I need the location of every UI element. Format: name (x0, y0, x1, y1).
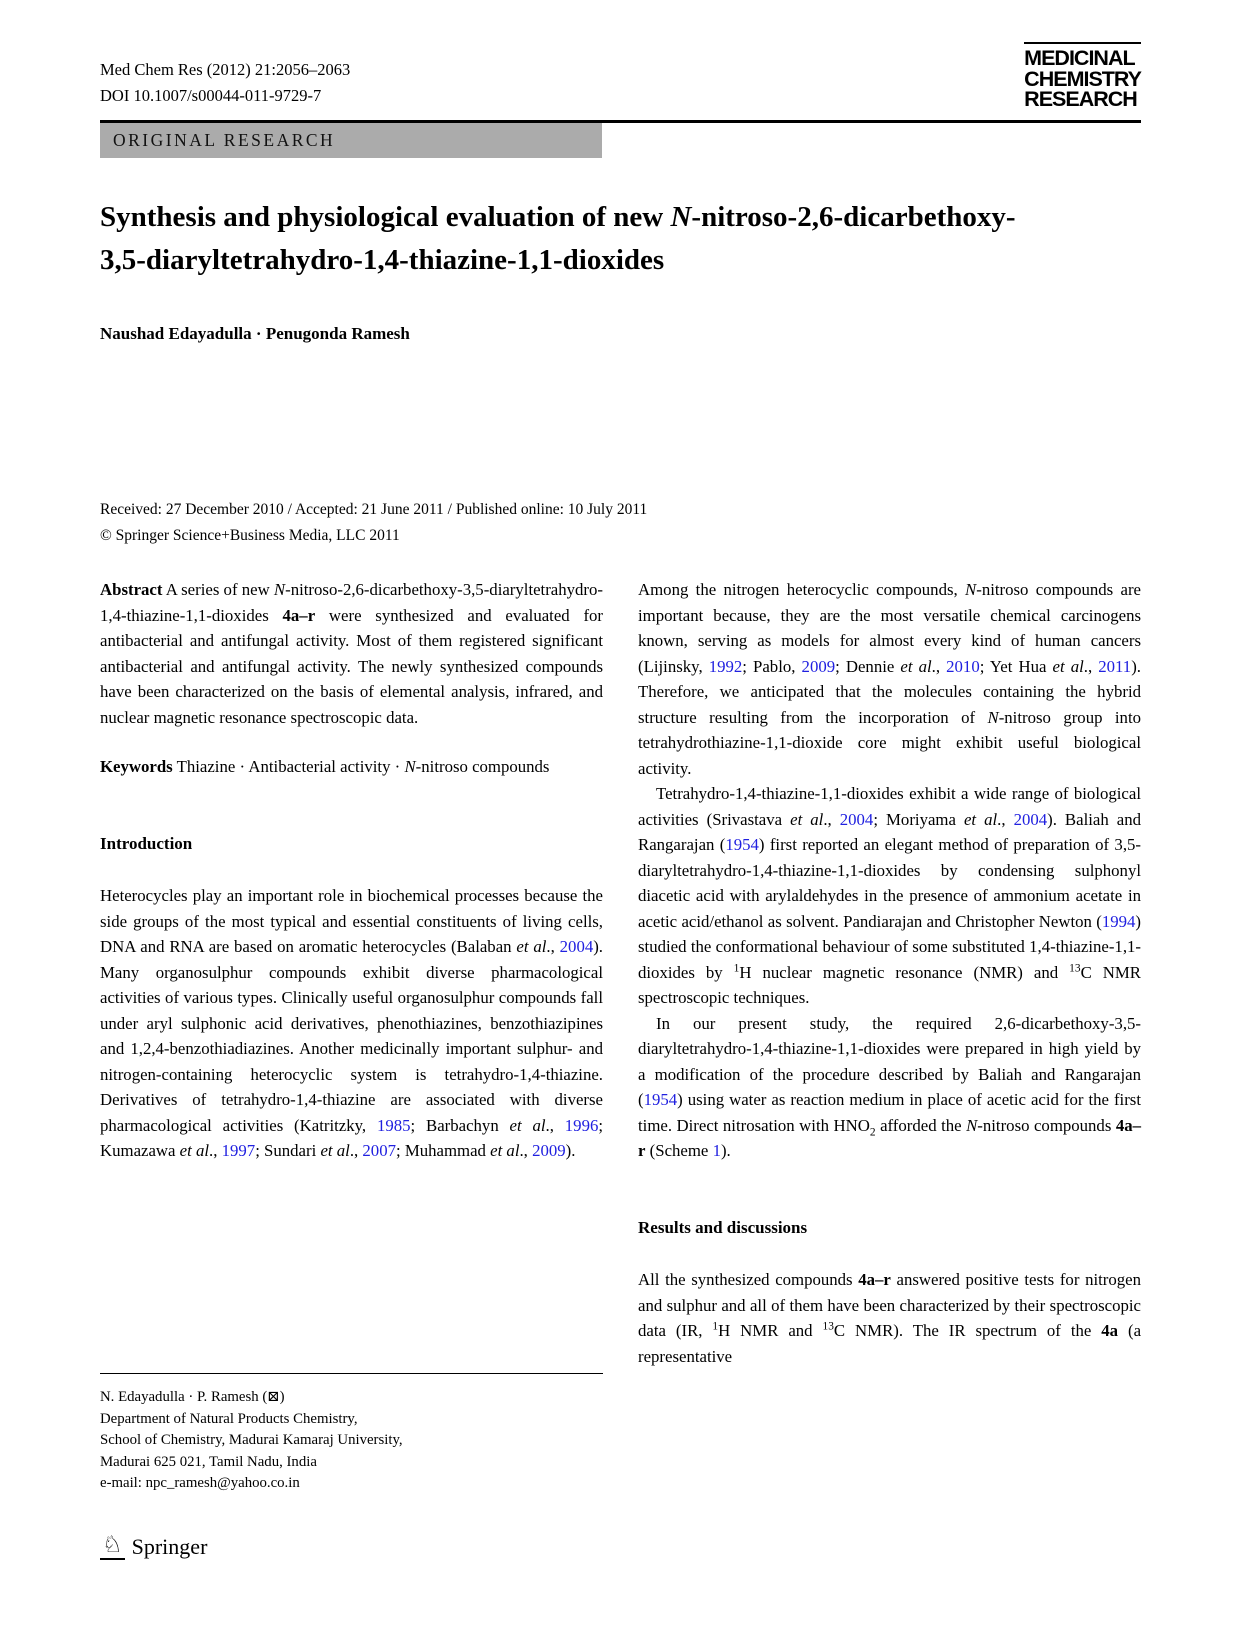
journal-citation-block (100, 57, 350, 109)
citation-link[interactable]: 2004 (559, 937, 594, 956)
introduction-paragraph: Heterocycles play an important role in biochemical processes because the side groups of the most typical and essential constituents of living cells, DNA and RNA are based on aromatic heterocycles (Balaban et al., 2004). Many organosulphur compounds exhibit diverse pharmacological activities of various types. Clinically useful organosulphur compounds fall under aryl sulphonic acid derivatives, phenothiazines, benzothiazipines and 1,2,4-benzothiadiazines. Another medicinally important sulphur- and nitrogen-containing heterocyclic system is tetrahydro-1,4-thiazine. Derivatives of tetrahydro-1,4-thiazine are associated with diverse pharmacological activities (Katritzky, 1985; Barbachyn et al., 1996; Kumazawa et al., 1997; Sundari et al., 2007; Muhammad et al., 2009). (100, 886, 604, 1160)
citation-link[interactable]: 2007 (362, 1141, 396, 1160)
citation-link[interactable]: 1992 (708, 656, 743, 676)
journal-reference: Med Chem Res (2012) 21:2056–2063 (100, 60, 351, 79)
footnote-email: e-mail: npc_ramesh@yahoo.co.in (100, 1475, 300, 1491)
publication-dates-block (100, 497, 647, 549)
right-column (638, 577, 1141, 1369)
springer-horse-icon: ♘ (102, 1532, 123, 1558)
footnote-line: Madurai 625 021, Tamil Nadu, India (100, 1453, 317, 1470)
results-paragraph: All the synthesized compounds 4a–r answered positive tests for nitrogen and sulphur and all of them have been characterized by their spectroscopic data (IR, $^1$H NMR and $^{13}$C NMR). The IR spectrum of the 4a (a representative (638, 1270, 1142, 1366)
keywords: Keywords Thiazine · Antibacterial activity · N-nitroso compounds (100, 757, 550, 776)
footnote-correspondence-line: N. Edayadulla · P. Ramesh (⊠) (100, 1389, 285, 1405)
springer-wordmark: Springer (131, 1534, 208, 1559)
logo-line: RESEARCH (1024, 87, 1137, 111)
footnote-line: School of Chemistry, Madurai Kamaraj University, (100, 1432, 403, 1448)
citation-link[interactable]: 2011 (1098, 656, 1132, 676)
citation-link[interactable]: 1 (712, 1141, 721, 1160)
authors: Naushad Edayadulla · Penugonda Ramesh (100, 324, 410, 343)
citation-link[interactable]: 2009 (532, 1141, 566, 1160)
logo-line: MEDICINAL (1024, 46, 1135, 70)
citation-link[interactable]: 1954 (725, 835, 759, 854)
doi: DOI 10.1007/s00044-011-9729-7 (100, 86, 322, 105)
received-accepted-published: Received: 27 December 2010 / Accepted: 21 June 2011 / Published online: 10 July 2011 (100, 501, 648, 518)
citation-link[interactable]: 2010 (946, 656, 980, 676)
footnote-line: Department of Natural Products Chemistry, (100, 1410, 358, 1427)
original-research-banner: ORIGINAL RESEARCH (100, 123, 602, 158)
logo-line: CHEMISTRY (1024, 66, 1141, 91)
citation-link[interactable]: 2004 (839, 809, 874, 829)
left-column (100, 577, 603, 1164)
abstract-paragraph: Abstract A series of new N-nitroso-2,6-dicarbethoxy-3,5-diaryltetrahydro-1,4-thiazine-1,1-dioxides 4a–r were synthesized and evaluated for antibacterial and antifungal activity. Most of them registered significant antibacterial and antifungal activity. The newly synthesized compounds have been characterized on the basis of elemental analysis, infrared, and nuclear magnetic resonance spectroscopic data. (100, 580, 604, 727)
body-paragraph-3: In our present study, the required 2,6-dicarbethoxy-3,5-diaryltetrahydro-1,4-thiazine-1,1-dioxides were prepared in high yield by a modification of the procedure described by Baliah and Rangarajan (1954) using water as reaction medium in place of acetic acid for the first time. Direct nitrosation with $HNO_2$ afforded the N-nitroso compounds 4a–r (Scheme 1). (638, 1013, 1142, 1160)
citation-link[interactable]: 1996 (564, 1115, 599, 1135)
citation-link[interactable]: 1997 (221, 1141, 256, 1160)
paper-title: Synthesis and physiological evaluation of new N-nitroso-2,6-dicarbethoxy-3,5-diaryltetrahydro-1,4-thiazine-1,1-dioxides (100, 201, 1016, 276)
logo-top-rule (1024, 42, 1141, 44)
journal-logo (1024, 42, 1141, 110)
citation-link[interactable]: 1985 (376, 1115, 411, 1135)
citation-link[interactable]: 1954 (643, 1090, 678, 1109)
citation-link[interactable]: 2009 (801, 656, 836, 676)
body-paragraph-1: Among the nitrogen heterocyclic compounds, N-nitroso compounds are important because, they are the most versatile chemical carcinogens known, serving as models for almost every kind of human cancers (Lijinsky, 1992; Pablo, 2009; Dennie et al., 2010; Yet Hua et al., 2011). Therefore, we anticipated that the molecules containing the hybrid structure resulting from the incorporation of N-nitroso group into tetrahydrothiazine-1,1-dioxide core might exhibit useful biological activity. (638, 580, 1141, 778)
body-paragraph-2: Tetrahydro-1,4-thiazine-1,1-dioxides exhibit a wide range of biological activities (Srivastava et al., 2004; Moriyama et al., 2004). Baliah and Rangarajan (1954) first reported an elegant method of preparation of 3,5-diaryltetrahydro-1,4-thiazine-1,1-dioxides by condensing sulphonyl diacetic acid with arylaldehydes in the presence of ammonium acetate in acetic acid/ethanol as solvent. Pandiarajan and Christopher Newton (1994) studied the conformational behaviour of some substituted 1,4-thiazine-1,1-dioxides by $^1$H nuclear magnetic resonance (NMR) and $^{13}$C NMR spectroscopic techniques. (638, 784, 1142, 1007)
author-footnote (100, 1373, 603, 1495)
springer-logo (100, 1534, 207, 1560)
introduction-heading: Introduction (100, 833, 193, 853)
copyright-line: © Springer Science+Business Media, LLC 2011 (100, 527, 400, 544)
results-heading: Results and discussions (638, 1217, 808, 1237)
journal-logo-wordmark (1024, 48, 1141, 110)
citation-link[interactable]: 2004 (1013, 809, 1048, 829)
citation-link[interactable]: 1994 (1101, 911, 1136, 931)
